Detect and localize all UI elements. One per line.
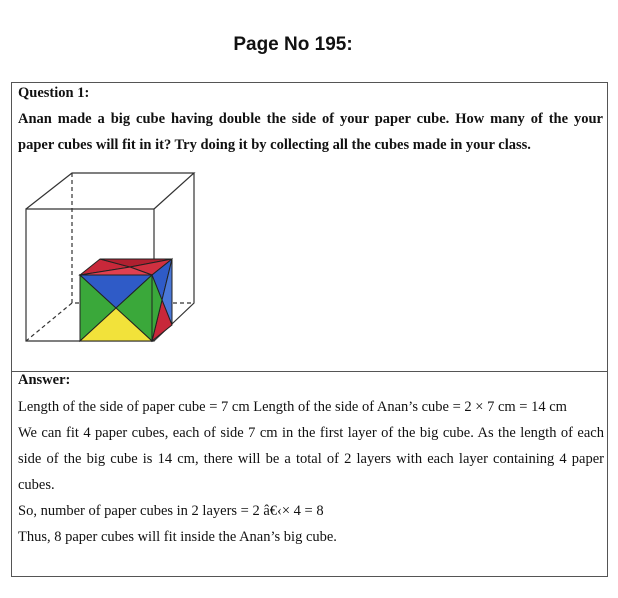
- question-section: [12, 83, 607, 372]
- answer-line-3: So, number of paper cubes in 2 layers = 2 â€‹× 4 = 8: [18, 503, 324, 519]
- answer-body: [18, 394, 604, 550]
- content-box: [11, 82, 608, 577]
- question-text: Anan made a big cube having double the side of your paper cube. How many of the your paper cubes will fit in it? Try doing it by collecting all the cubes made in your class.: [18, 111, 603, 153]
- answer-paragraph: We can fit 4 paper cubes, each of side 7 cm in the first layer of the big cube. As the length of each side of the big cube is 14 cm, there will be a total of 2 layers with each layer containing 4 paper cubes.: [18, 425, 604, 493]
- answer-line-4: Thus, 8 paper cubes will fit inside the Anan’s big cube.: [18, 529, 337, 545]
- answer-label: Answer:: [18, 372, 71, 388]
- question-label: Question 1:: [18, 85, 90, 101]
- answer-line-1: Length of the side of paper cube = 7 cm Length of the side of Anan’s cube = 2 × 7 cm = 14 cm: [18, 399, 567, 415]
- cube-illustration: [22, 169, 207, 345]
- page-title: Page No 195:: [233, 34, 353, 55]
- paper-cube: [80, 259, 172, 341]
